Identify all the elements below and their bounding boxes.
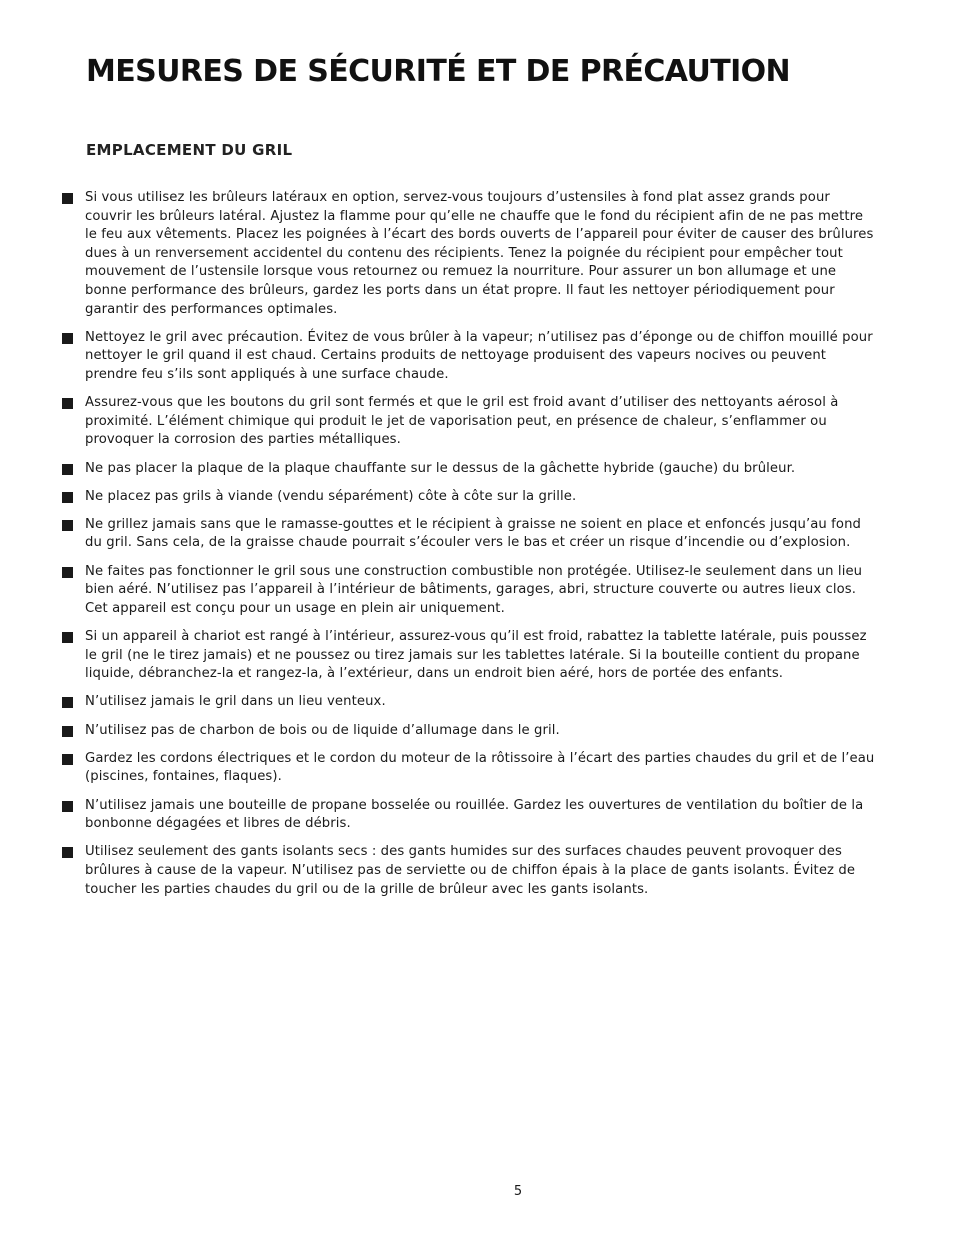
safety-bullet-list	[60, 189, 875, 909]
list-item	[60, 516, 875, 553]
square-bullet-icon	[62, 632, 73, 643]
list-item	[60, 722, 875, 741]
list-item-text: Nettoyez le gril avec précaution. Évitez de vous brûler à la vapeur; n’utilisez pas d’éponge ou de chiffon mouillé pour nettoyer le gril quand il est chaud. Certains produits de nettoyage produisent des vapeurs nocives ou peuvent prendre feu s’ils sont appliqués à une surface chaude.	[85, 329, 873, 382]
list-item-text: Si un appareil à chariot est rangé à l’intérieur, assurez-vous qu’il est froid, rabattez la tablette latérale, puis poussez le gril (ne le tirez jamais) et ne poussez ou tirez jamais sur les tablettes latérale. Si la bouteille contient du propane liquide, débranchez-la et rangez-la, à l’extérieur, dans un endroit bien aéré, hors de portée des enfants.	[85, 629, 867, 682]
list-item	[60, 460, 875, 479]
square-bullet-icon	[62, 520, 73, 531]
list-item-text: Ne placez pas grils à viande (vendu séparément) côte à côte sur la grille.	[85, 488, 577, 504]
square-bullet-icon	[62, 847, 73, 858]
list-item-text: Utilisez seulement des gants isolants secs : des gants humides sur des surfaces chaudes peuvent provoquer des brûlures à cause de la vapeur. N’utilisez pas de serviette ou de chiffon épais à la place de gants isolants. Évitez de toucher les parties chaudes du gril ou de la grille de brûleur avec les gants isolants.	[85, 844, 856, 897]
section-heading: EMPLACEMENT DU GRIL	[86, 141, 293, 159]
square-bullet-icon	[62, 754, 73, 765]
square-bullet-icon	[62, 492, 73, 503]
list-item-text: Ne pas placer la plaque de la plaque chauffante sur le dessus de la gâchette hybride (gauche) du brûleur.	[85, 460, 796, 476]
square-bullet-icon	[62, 333, 73, 344]
list-item-text: N’utilisez jamais le gril dans un lieu venteux.	[85, 694, 386, 710]
list-item-text: Si vous utilisez les brûleurs latéraux en option, servez-vous toujours d’ustensiles à fond plat assez grands pour couvrir les brûleurs latéral. Ajustez la flamme pour qu’elle ne chauffe que le fond du récipient afin de ne pas mettre le feu aux vêtements. Placez les poignées à l’écart des bords ouverts de l’appareil pour éviter de causer des brûlures dues à un renversement accidentel du contenu des récipients. Tenez la poignée du récipient pour empêcher tout mouvement de l’ustensile lorsque vous retournez ou remuez la nourriture. Pour assurer un bon allumage et une bonne performance des brûleurs, gardez les ports dans un état propre. Il faut les nettoyer périodiquement pour garantir des performances optimales.	[85, 190, 874, 317]
square-bullet-icon	[62, 398, 73, 409]
square-bullet-icon	[62, 801, 73, 812]
square-bullet-icon	[62, 193, 73, 204]
list-item-text: N’utilisez pas de charbon de bois ou de liquide d’allumage dans le gril.	[85, 722, 560, 738]
list-item-text: Gardez les cordons électriques et le cordon du moteur de la rôtissoire à l’écart des parties chaudes du gril et de l’eau (piscines, fontaines, flaques).	[85, 750, 875, 785]
square-bullet-icon	[62, 697, 73, 708]
list-item	[60, 329, 875, 385]
list-item-text: Assurez-vous que les boutons du gril sont fermés et que le gril est froid avant d’utiliser des nettoyants aérosol à proximité. L’élément chimique qui produit le jet de vaporisation peut, en présence de chaleur, s’enflammer ou provoquer la corrosion des parties métalliques.	[85, 395, 839, 448]
list-item	[60, 750, 875, 787]
square-bullet-icon	[62, 726, 73, 737]
square-bullet-icon	[62, 464, 73, 475]
page-number: 5	[513, 1184, 523, 1199]
page-title: MESURES DE SÉCURITÉ ET DE PRÉCAUTION	[86, 54, 791, 89]
list-item	[60, 693, 875, 712]
list-item	[60, 628, 875, 684]
list-item-text: N’utilisez jamais une bouteille de propane bosselée ou rouillée. Gardez les ouvertures de ventilation du boîtier de la bonbonne dégagées et libres de débris.	[85, 797, 864, 832]
list-item	[60, 488, 875, 507]
list-item	[60, 394, 875, 450]
list-item-text: Ne grillez jamais sans que le ramasse-gouttes et le récipient à graisse ne soient en place et enfoncés jusqu’au fond du gril. Sans cela, de la graisse chaude pourrait s’écouler vers le bas et créer un risque d’incendie ou d’explosion.	[85, 516, 862, 551]
list-item	[60, 797, 875, 834]
list-item	[60, 189, 875, 319]
list-item-text: Ne faites pas fonctionner le gril sous une construction combustible non protégée. Utilisez-le seulement dans un lieu bien aéré. N’utilisez pas l’appareil à l’intérieur de bâtiments, garages, abri, structure couverte ou autres lieux clos. Cet appareil est conçu pour un usage en plein air uniquement.	[85, 563, 863, 616]
list-item	[60, 843, 875, 899]
square-bullet-icon	[62, 567, 73, 578]
list-item	[60, 563, 875, 619]
